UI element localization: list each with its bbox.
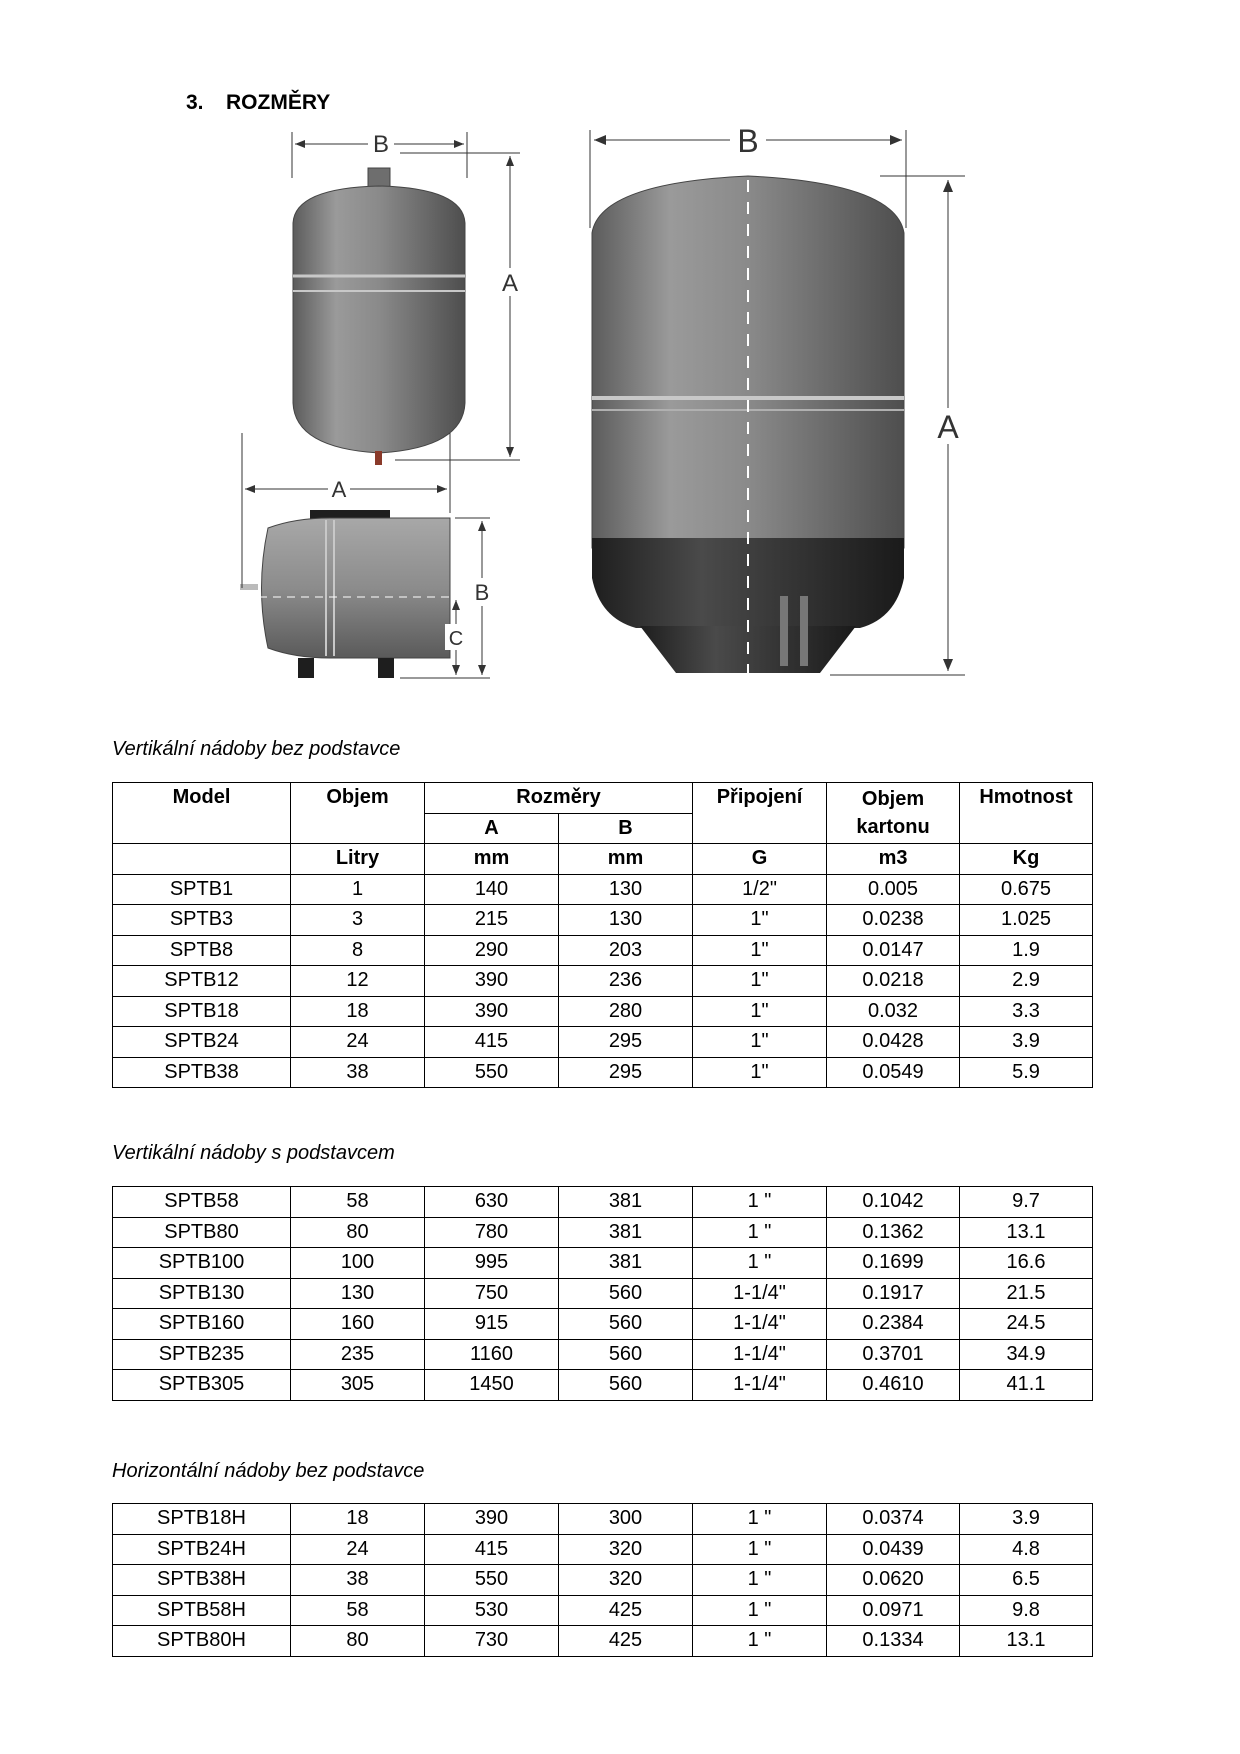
cell-objem: 18 xyxy=(291,1504,425,1535)
cell-rozmer-a: 215 xyxy=(425,905,559,936)
header-rozmery: Rozměry xyxy=(425,783,693,814)
cell-objem-kartonu: 0.0218 xyxy=(827,966,960,997)
cell-rozmer-a: 530 xyxy=(425,1595,559,1626)
cell-objem-kartonu: 0.0439 xyxy=(827,1534,960,1565)
cell-objem: 1 xyxy=(291,874,425,905)
cell-rozmer-a: 780 xyxy=(425,1217,559,1248)
cell-model: SPTB305 xyxy=(113,1370,291,1401)
large-tank-label-a: A xyxy=(937,409,959,445)
cell-objem: 3 xyxy=(291,905,425,936)
cell-objem: 24 xyxy=(291,1027,425,1058)
horizontal-tank xyxy=(240,433,494,678)
table-row xyxy=(113,1248,1093,1279)
table-row xyxy=(113,874,1093,905)
small-vertical-tank xyxy=(293,168,465,465)
cell-rozmer-b: 300 xyxy=(559,1504,693,1535)
cell-hmotnost: 3.9 xyxy=(960,1504,1093,1535)
table-row xyxy=(113,935,1093,966)
small-tank-label-a: A xyxy=(501,270,519,297)
cell-model: SPTB8 xyxy=(113,935,291,966)
table-row xyxy=(113,1370,1093,1401)
cell-objem-kartonu: 0.0428 xyxy=(827,1027,960,1058)
table-row xyxy=(113,1027,1093,1058)
cell-objem: 18 xyxy=(291,996,425,1027)
cell-hmotnost: 9.7 xyxy=(960,1187,1093,1218)
table-row xyxy=(113,966,1093,997)
cell-hmotnost: 6.5 xyxy=(960,1565,1093,1596)
cell-pripojeni: 1 " xyxy=(693,1187,827,1218)
cell-rozmer-a: 390 xyxy=(425,966,559,997)
table-vertical-with-stand xyxy=(112,1186,1093,1401)
cell-objem: 24 xyxy=(291,1534,425,1565)
unit-objem: Litry xyxy=(291,844,425,875)
cell-model: SPTB1 xyxy=(113,874,291,905)
cell-model: SPTB38H xyxy=(113,1565,291,1596)
cell-hmotnost: 2.9 xyxy=(960,966,1093,997)
unit-hmotnost: Kg xyxy=(960,844,1093,875)
cell-hmotnost: 0.675 xyxy=(960,874,1093,905)
cell-model: SPTB18 xyxy=(113,996,291,1027)
cell-rozmer-b: 381 xyxy=(559,1248,693,1279)
cell-pripojeni: 1" xyxy=(693,935,827,966)
cell-rozmer-b: 560 xyxy=(559,1278,693,1309)
cell-objem-kartonu: 0.1042 xyxy=(827,1187,960,1218)
cell-rozmer-b: 295 xyxy=(559,1057,693,1088)
header-dim-b: B xyxy=(559,813,693,844)
cell-pripojeni: 1 " xyxy=(693,1534,827,1565)
cell-rozmer-b: 425 xyxy=(559,1626,693,1657)
section-title-vertical-no-stand: Vertikální nádoby bez podstavce xyxy=(112,738,401,760)
cell-hmotnost: 3.9 xyxy=(960,1027,1093,1058)
cell-hmotnost: 16.6 xyxy=(960,1248,1093,1279)
cell-pripojeni: 1" xyxy=(693,966,827,997)
table-row xyxy=(113,1187,1093,1218)
cell-model: SPTB58H xyxy=(113,1595,291,1626)
cell-pripojeni: 1 " xyxy=(693,1595,827,1626)
table-row xyxy=(113,996,1093,1027)
header-pripojeni: Připojení xyxy=(693,783,827,814)
cell-hmotnost: 34.9 xyxy=(960,1339,1093,1370)
cell-pripojeni: 1 " xyxy=(693,1504,827,1535)
cell-model: SPTB24H xyxy=(113,1534,291,1565)
table-row xyxy=(113,1217,1093,1248)
cell-rozmer-b: 560 xyxy=(559,1309,693,1340)
table-row xyxy=(113,1339,1093,1370)
cell-model: SPTB80 xyxy=(113,1217,291,1248)
cell-objem-kartonu: 0.1917 xyxy=(827,1278,960,1309)
table-row xyxy=(113,1534,1093,1565)
cell-objem-kartonu: 0.032 xyxy=(827,996,960,1027)
cell-rozmer-b: 560 xyxy=(559,1370,693,1401)
cell-hmotnost: 13.1 xyxy=(960,1626,1093,1657)
cell-objem-kartonu: 0.0971 xyxy=(827,1595,960,1626)
cell-model: SPTB58 xyxy=(113,1187,291,1218)
header-objem-kartonu: Objem kartonu xyxy=(827,783,960,844)
cell-model: SPTB100 xyxy=(113,1248,291,1279)
cell-pripojeni: 1" xyxy=(693,905,827,936)
cell-pripojeni: 1 " xyxy=(693,1217,827,1248)
header-hmotnost: Hmotnost xyxy=(960,783,1093,814)
cell-pripojeni: 1" xyxy=(693,1057,827,1088)
cell-rozmer-a: 390 xyxy=(425,996,559,1027)
cell-model: SPTB12 xyxy=(113,966,291,997)
cell-objem-kartonu: 0.0238 xyxy=(827,905,960,936)
table-row xyxy=(113,905,1093,936)
large-tank-label-b: B xyxy=(737,128,759,159)
heading-number: 3. xyxy=(186,91,204,114)
cell-model: SPTB160 xyxy=(113,1309,291,1340)
cell-pripojeni: 1-1/4" xyxy=(693,1309,827,1340)
table-row xyxy=(113,1626,1093,1657)
cell-pripojeni: 1-1/4" xyxy=(693,1339,827,1370)
cell-objem-kartonu: 0.1362 xyxy=(827,1217,960,1248)
cell-objem: 100 xyxy=(291,1248,425,1279)
section-heading xyxy=(186,91,330,115)
cell-objem: 305 xyxy=(291,1370,425,1401)
cell-pripojeni: 1" xyxy=(693,996,827,1027)
cell-objem-kartonu: 0.005 xyxy=(827,874,960,905)
cell-rozmer-b: 203 xyxy=(559,935,693,966)
table-row xyxy=(113,1309,1093,1340)
table-horizontal-no-stand xyxy=(112,1503,1093,1657)
cell-objem: 235 xyxy=(291,1339,425,1370)
header-model: Model xyxy=(113,783,291,814)
horizontal-tank-label-a: A xyxy=(331,477,347,502)
cell-model: SPTB130 xyxy=(113,1278,291,1309)
cell-objem: 38 xyxy=(291,1057,425,1088)
section-title-vertical-with-stand: Vertikální nádoby s podstavcem xyxy=(112,1142,395,1164)
cell-rozmer-a: 1160 xyxy=(425,1339,559,1370)
cell-hmotnost: 4.8 xyxy=(960,1534,1093,1565)
cell-hmotnost: 5.9 xyxy=(960,1057,1093,1088)
cell-objem: 58 xyxy=(291,1187,425,1218)
cell-model: SPTB235 xyxy=(113,1339,291,1370)
cell-rozmer-a: 915 xyxy=(425,1309,559,1340)
cell-hmotnost: 13.1 xyxy=(960,1217,1093,1248)
cell-objem-kartonu: 0.0620 xyxy=(827,1565,960,1596)
cell-model: SPTB18H xyxy=(113,1504,291,1535)
unit-kartonu: m3 xyxy=(827,844,960,875)
cell-rozmer-b: 381 xyxy=(559,1217,693,1248)
table-row xyxy=(113,1595,1093,1626)
cell-pripojeni: 1-1/4" xyxy=(693,1278,827,1309)
cell-objem-kartonu: 0.0374 xyxy=(827,1504,960,1535)
cell-hmotnost: 1.9 xyxy=(960,935,1093,966)
table-row xyxy=(113,1565,1093,1596)
cell-rozmer-a: 415 xyxy=(425,1534,559,1565)
cell-objem: 80 xyxy=(291,1217,425,1248)
cell-objem-kartonu: 0.2384 xyxy=(827,1309,960,1340)
cell-rozmer-b: 236 xyxy=(559,966,693,997)
cell-pripojeni: 1/2" xyxy=(693,874,827,905)
cell-rozmer-a: 140 xyxy=(425,874,559,905)
cell-objem-kartonu: 0.1699 xyxy=(827,1248,960,1279)
cell-rozmer-a: 550 xyxy=(425,1565,559,1596)
cell-hmotnost: 3.3 xyxy=(960,996,1093,1027)
cell-pripojeni: 1-1/4" xyxy=(693,1370,827,1401)
cell-rozmer-a: 290 xyxy=(425,935,559,966)
cell-objem: 160 xyxy=(291,1309,425,1340)
large-vertical-tank xyxy=(592,158,904,673)
cell-hmotnost: 21.5 xyxy=(960,1278,1093,1309)
cell-model: SPTB3 xyxy=(113,905,291,936)
cell-rozmer-b: 280 xyxy=(559,996,693,1027)
unit-b: mm xyxy=(559,844,693,875)
cell-pripojeni: 1 " xyxy=(693,1248,827,1279)
cell-rozmer-b: 425 xyxy=(559,1595,693,1626)
cell-rozmer-b: 130 xyxy=(559,905,693,936)
cell-pripojeni: 1 " xyxy=(693,1626,827,1657)
cell-rozmer-a: 1450 xyxy=(425,1370,559,1401)
cell-rozmer-b: 320 xyxy=(559,1565,693,1596)
horizontal-tank-label-b: B xyxy=(474,580,490,605)
unit-pripojeni: G xyxy=(693,844,827,875)
cell-objem: 38 xyxy=(291,1565,425,1596)
cell-objem-kartonu: 0.0549 xyxy=(827,1057,960,1088)
table-row xyxy=(113,1278,1093,1309)
cell-rozmer-b: 560 xyxy=(559,1339,693,1370)
cell-objem: 12 xyxy=(291,966,425,997)
cell-objem: 80 xyxy=(291,1626,425,1657)
section-title-horizontal-no-stand: Horizontální nádoby bez podstavce xyxy=(112,1460,425,1482)
cell-objem-kartonu: 0.1334 xyxy=(827,1626,960,1657)
cell-hmotnost: 1.025 xyxy=(960,905,1093,936)
cell-objem: 130 xyxy=(291,1278,425,1309)
small-tank-label-b: B xyxy=(372,131,390,158)
cell-rozmer-a: 390 xyxy=(425,1504,559,1535)
table-row xyxy=(113,1057,1093,1088)
cell-rozmer-a: 550 xyxy=(425,1057,559,1088)
horizontal-tank-label-c: C xyxy=(448,628,464,650)
cell-hmotnost: 9.8 xyxy=(960,1595,1093,1626)
cell-objem: 8 xyxy=(291,935,425,966)
cell-rozmer-b: 320 xyxy=(559,1534,693,1565)
cell-objem-kartonu: 0.3701 xyxy=(827,1339,960,1370)
cell-model: SPTB24 xyxy=(113,1027,291,1058)
table-row xyxy=(113,1504,1093,1535)
cell-rozmer-a: 415 xyxy=(425,1027,559,1058)
cell-rozmer-a: 750 xyxy=(425,1278,559,1309)
cell-rozmer-b: 295 xyxy=(559,1027,693,1058)
cell-rozmer-a: 995 xyxy=(425,1248,559,1279)
cell-rozmer-a: 630 xyxy=(425,1187,559,1218)
header-dim-a: A xyxy=(425,813,559,844)
cell-hmotnost: 24.5 xyxy=(960,1309,1093,1340)
cell-objem-kartonu: 0.4610 xyxy=(827,1370,960,1401)
cell-rozmer-b: 130 xyxy=(559,874,693,905)
cell-rozmer-b: 381 xyxy=(559,1187,693,1218)
cell-pripojeni: 1 " xyxy=(693,1565,827,1596)
cell-model: SPTB80H xyxy=(113,1626,291,1657)
cell-objem: 58 xyxy=(291,1595,425,1626)
heading-title: ROZMĚRY xyxy=(226,91,331,114)
cell-hmotnost: 41.1 xyxy=(960,1370,1093,1401)
cell-rozmer-a: 730 xyxy=(425,1626,559,1657)
cell-model: SPTB38 xyxy=(113,1057,291,1088)
table-vertical-no-stand xyxy=(112,782,1093,1088)
tank-dimension-figure xyxy=(220,128,1020,708)
cell-pripojeni: 1" xyxy=(693,1027,827,1058)
unit-a: mm xyxy=(425,844,559,875)
cell-objem-kartonu: 0.0147 xyxy=(827,935,960,966)
header-objem: Objem xyxy=(291,783,425,814)
